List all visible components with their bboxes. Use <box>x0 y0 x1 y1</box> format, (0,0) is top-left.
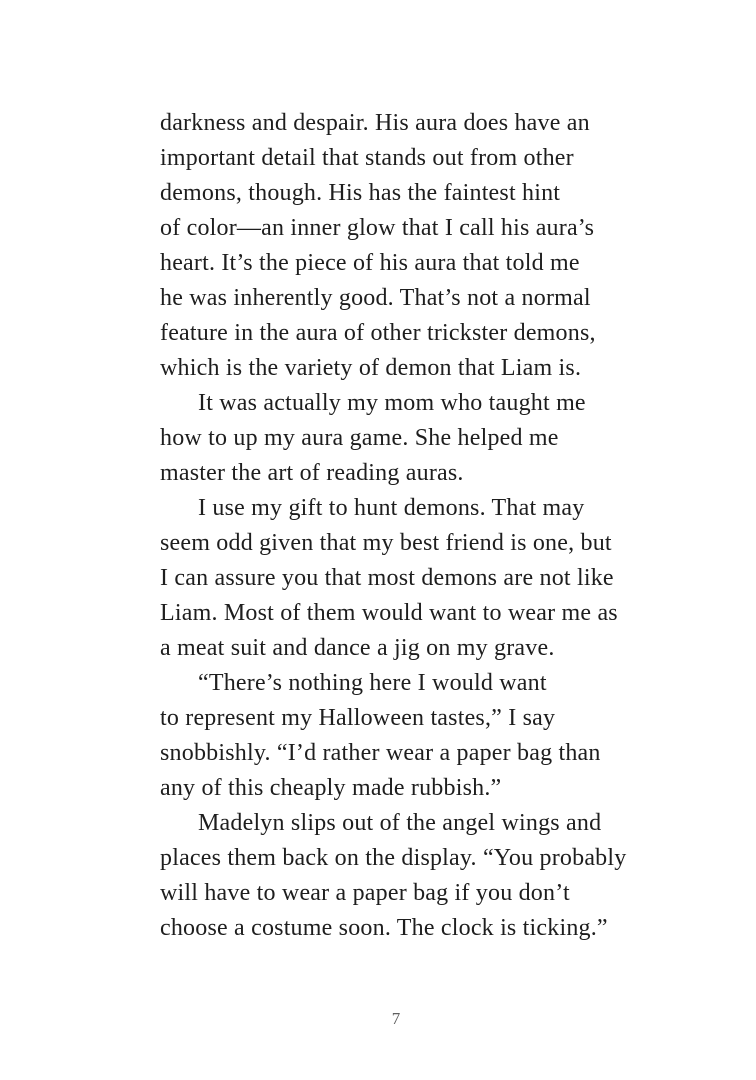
text-line: feature in the aura of other trickster demons, <box>160 320 596 346</box>
text-line: which is the variety of demon that Liam is. <box>160 355 582 381</box>
text-line-paragraph-start: I use my gift to hunt demons. That may <box>198 495 585 521</box>
text-line: choose a costume soon. The clock is ticking.” <box>160 915 608 941</box>
text-line-paragraph-start: Madelyn slips out of the angel wings and <box>198 810 602 836</box>
text-line: snobbishly. “I’d rather wear a paper bag than <box>160 740 601 766</box>
text-line: a meat suit and dance a jig on my grave. <box>160 635 555 661</box>
text-line: Liam. Most of them would want to wear me as <box>160 600 618 626</box>
text-line: I can assure you that most demons are not like <box>160 565 614 591</box>
text-line: seem odd given that my best friend is one, but <box>160 530 612 556</box>
page-number: 7 <box>391 1009 401 1028</box>
text-line: places them back on the display. “You probably <box>160 845 627 871</box>
text-line: demons, though. His has the faintest hint <box>160 180 561 206</box>
text-line: he was inherently good. That’s not a normal <box>160 285 591 311</box>
text-line: how to up my aura game. She helped me <box>160 425 559 451</box>
text-line: darkness and despair. His aura does have an <box>160 110 590 136</box>
text-line: of color—an inner glow that I call his aura’s <box>160 215 595 241</box>
text-line-paragraph-start: “There’s nothing here I would want <box>198 670 547 696</box>
text-line: master the art of reading auras. <box>160 460 464 486</box>
text-line-paragraph-start: It was actually my mom who taught me <box>198 390 586 416</box>
text-line: heart. It’s the piece of his aura that told me <box>160 250 580 276</box>
body-text <box>160 106 680 946</box>
text-line: to represent my Halloween tastes,” I say <box>160 705 556 731</box>
text-line: will have to wear a paper bag if you don’t <box>160 880 570 906</box>
text-line: any of this cheaply made rubbish.” <box>160 775 502 801</box>
text-line: important detail that stands out from other <box>160 145 574 171</box>
